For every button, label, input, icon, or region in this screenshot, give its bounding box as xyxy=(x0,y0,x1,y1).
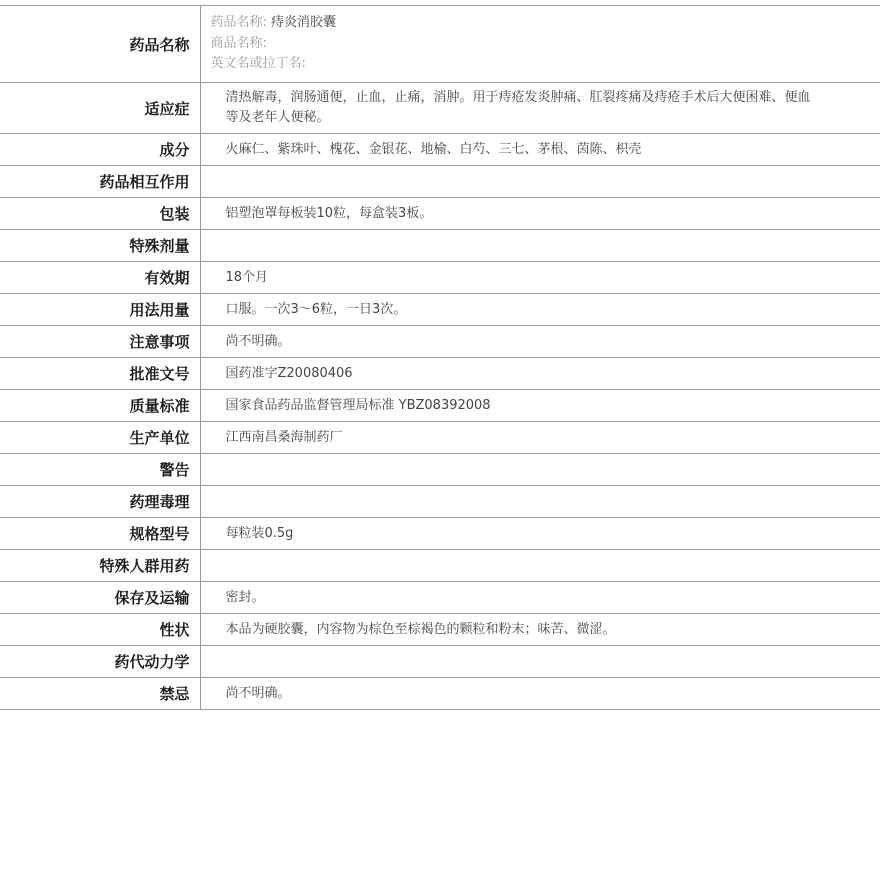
row-value-ingredients: 火麻仁、紫珠叶、槐花、金银花、地榆、白芍、三七、茅根、茵陈、枳壳 xyxy=(200,134,880,166)
row-value-pharmacokinetics xyxy=(200,646,880,678)
row-special-dosage xyxy=(0,230,880,262)
drug-name-block xyxy=(200,6,880,83)
row-value-description: 本品为硬胶囊，内容物为棕色至棕褐色的颗粒和粉末；味苦、微涩。 xyxy=(200,614,880,646)
row-value-manufacturer: 江西南昌桑海制药厂 xyxy=(200,422,880,454)
row-pharmacology xyxy=(0,486,880,518)
row-label-packaging: 包装 xyxy=(0,198,200,230)
row-label-special-population: 特殊人群用药 xyxy=(0,550,200,582)
row-value-precautions: 尚不明确。 xyxy=(200,326,880,358)
row-value-pharmacology xyxy=(200,486,880,518)
row-approval-number xyxy=(0,358,880,390)
row-description xyxy=(0,614,880,646)
row-quality-standard xyxy=(0,390,880,422)
row-usage xyxy=(0,294,880,326)
row-label-description: 性状 xyxy=(0,614,200,646)
row-value-shelf-life: 18个月 xyxy=(200,262,880,294)
row-label-storage: 保存及运输 xyxy=(0,582,200,614)
row-label-precautions: 注意事项 xyxy=(0,326,200,358)
row-label-usage: 用法用量 xyxy=(0,294,200,326)
row-label-manufacturer: 生产单位 xyxy=(0,422,200,454)
row-value-indication: 清热解毒，润肠通便，止血，止痛，消肿。用于痔疮发炎肿痛、肛裂疼痛及痔疮手术后大便困难、便血等及老年人便秘。 xyxy=(200,83,880,134)
english-name-key: 英文名或拉丁名: xyxy=(210,56,306,72)
row-label-shelf-life: 有效期 xyxy=(0,262,200,294)
row-label-interactions: 药品相互作用 xyxy=(0,166,200,198)
row-value-usage: 口服。一次3～6粒，一日3次。 xyxy=(200,294,880,326)
row-label-ingredients: 成分 xyxy=(0,134,200,166)
row-label-pharmacokinetics: 药代动力学 xyxy=(0,646,200,678)
row-label-approval-number: 批准文号 xyxy=(0,358,200,390)
row-value-warning xyxy=(200,454,880,486)
row-manufacturer xyxy=(0,422,880,454)
row-label-contraindications: 禁忌 xyxy=(0,678,200,710)
row-special-population xyxy=(0,550,880,582)
row-drug-name xyxy=(0,6,880,83)
row-contraindications xyxy=(0,678,880,710)
generic-name-line xyxy=(211,13,821,34)
row-value-quality-standard: 国家食品药品监督管理局标准 YBZ08392008 xyxy=(200,390,880,422)
english-name-line xyxy=(211,54,821,75)
row-value-approval-number: 国药准字Z20080406 xyxy=(200,358,880,390)
row-ingredients xyxy=(0,134,880,166)
drug-info-table xyxy=(0,5,880,710)
generic-name-value: 痔炎消胶囊 xyxy=(271,15,337,31)
row-storage xyxy=(0,582,880,614)
row-pharmacokinetics xyxy=(0,646,880,678)
row-value-packaging: 铝塑泡罩每板装10粒，每盒装3板。 xyxy=(200,198,880,230)
row-label-indication: 适应症 xyxy=(0,83,200,134)
row-value-special-population xyxy=(200,550,880,582)
row-value-storage: 密封。 xyxy=(200,582,880,614)
row-indication xyxy=(0,83,880,134)
row-label-warning: 警告 xyxy=(0,454,200,486)
row-value-specification: 每粒装0.5g xyxy=(200,518,880,550)
row-label-specification: 规格型号 xyxy=(0,518,200,550)
row-label-special-dosage: 特殊剂量 xyxy=(0,230,200,262)
row-label-drug-name: 药品名称 xyxy=(0,6,200,83)
trade-name-line xyxy=(211,34,821,55)
generic-name-key: 药品名称: xyxy=(210,15,267,31)
row-value-special-dosage xyxy=(200,230,880,262)
row-interactions xyxy=(0,166,880,198)
row-label-pharmacology: 药理毒理 xyxy=(0,486,200,518)
row-shelf-life xyxy=(0,262,880,294)
row-value-interactions xyxy=(200,166,880,198)
row-value-contraindications: 尚不明确。 xyxy=(200,678,880,710)
row-warning xyxy=(0,454,880,486)
row-packaging xyxy=(0,198,880,230)
row-label-quality-standard: 质量标准 xyxy=(0,390,200,422)
row-specification xyxy=(0,518,880,550)
row-precautions xyxy=(0,326,880,358)
trade-name-key: 商品名称: xyxy=(210,35,267,51)
